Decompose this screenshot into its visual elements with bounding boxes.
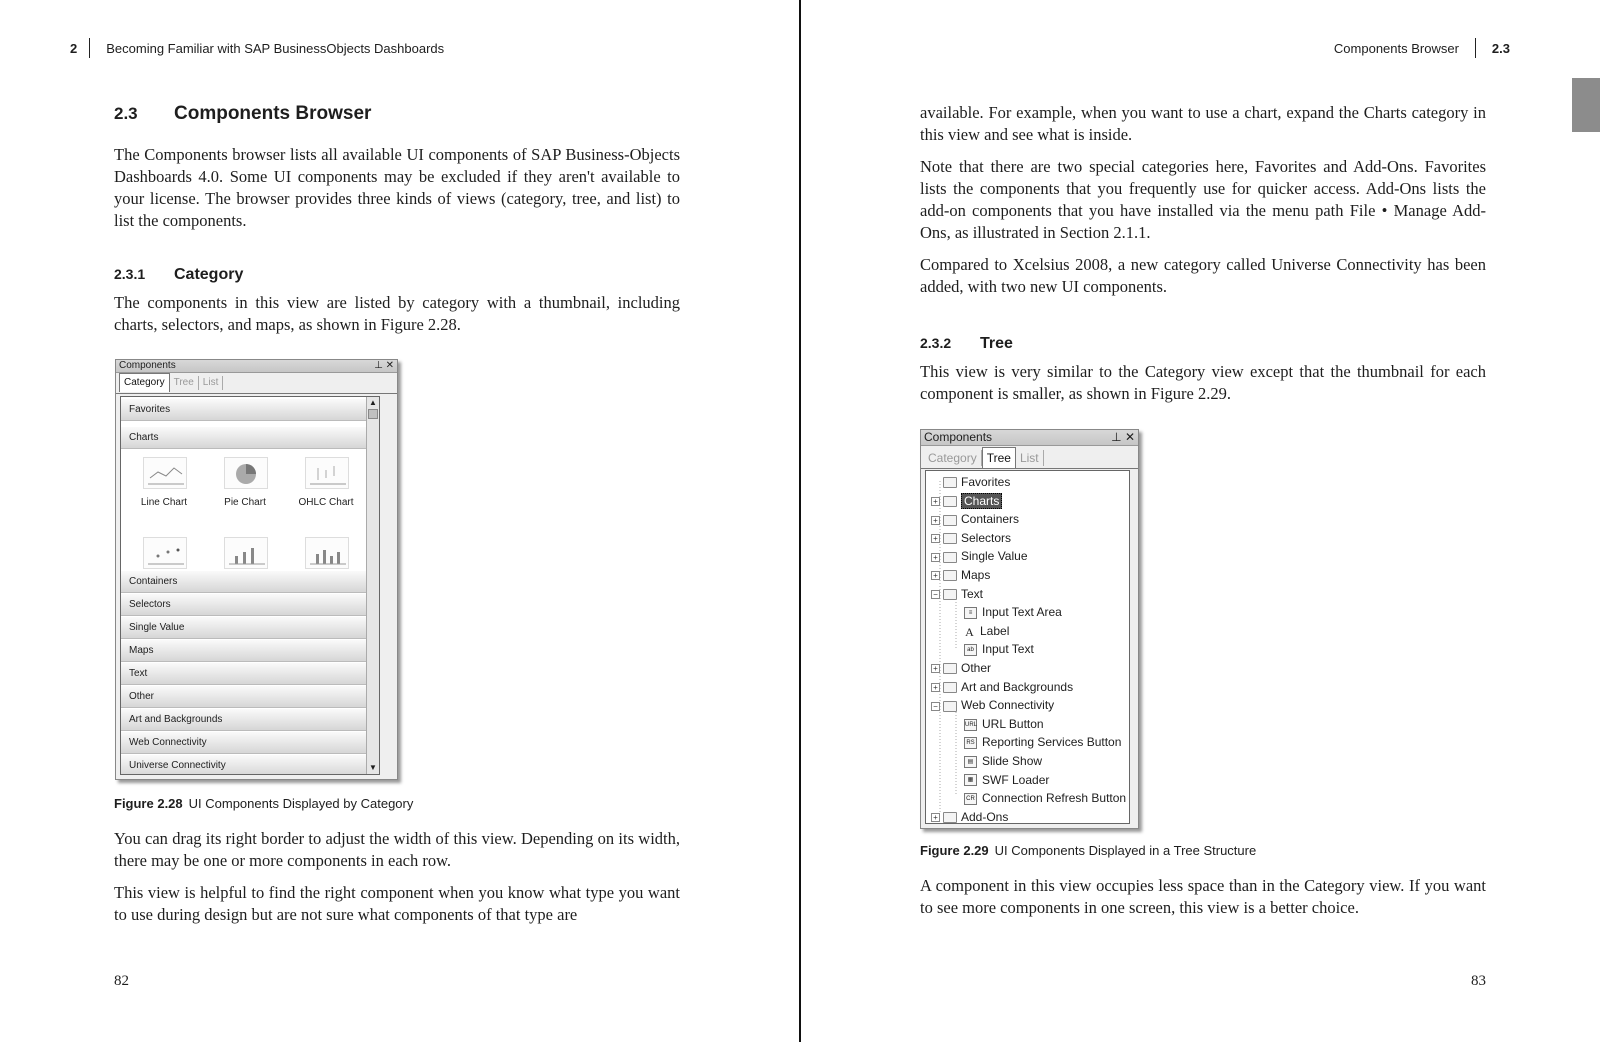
section-title: Components Browser xyxy=(174,103,372,124)
after-paragraph-1: You can drag its right border to adjust the width of this view. Depending on its width, there may be one or more components in each row. xyxy=(114,829,680,870)
folder-icon xyxy=(943,533,957,544)
category-paragraph: The components in this view are listed by category with a thumbnail, including charts, selectors, and maps, as shown in Figure 2.28. xyxy=(114,293,680,334)
tree-node[interactable] xyxy=(964,715,1044,733)
expand-icon[interactable]: + xyxy=(931,664,940,673)
category-row-universe-connectivity[interactable]: Universe Connectivity xyxy=(121,755,367,775)
text-area-icon: ≡ xyxy=(964,607,977,619)
tree-node[interactable] xyxy=(931,696,1054,714)
tree-node-label: Selectors xyxy=(961,530,1012,545)
category-row-web-connectivity[interactable]: Web Connectivity xyxy=(121,732,367,754)
chart-label-ohlc: OHLC Chart xyxy=(298,497,354,508)
book-gutter xyxy=(799,0,801,1042)
tree-node[interactable] xyxy=(964,622,1009,640)
folder-icon xyxy=(943,570,957,581)
after-paragraph-2: This view is helpful to find the right component when you know what type you want to use during design but are not sure what components of that type are xyxy=(114,883,680,924)
category-column xyxy=(114,292,680,346)
url-button-icon: URL xyxy=(964,719,977,731)
expand-icon[interactable]: + xyxy=(931,571,940,580)
folder-icon xyxy=(943,477,957,488)
expand-icon[interactable]: + xyxy=(931,813,940,822)
tree-node-label: Web Connectivity xyxy=(961,698,1055,713)
input-text-icon: ab xyxy=(964,644,977,656)
tab-tree[interactable]: Tree xyxy=(170,376,199,390)
category-row-other[interactable]: Other xyxy=(121,686,367,708)
tree-node[interactable] xyxy=(964,733,1121,751)
expand-icon[interactable]: + xyxy=(931,534,940,543)
components-panel-category xyxy=(115,359,398,780)
folder-icon xyxy=(943,496,957,507)
rs-button-icon: RS xyxy=(964,737,977,749)
expand-icon[interactable]: + xyxy=(931,497,940,506)
chapter-number: 2 xyxy=(70,41,78,56)
panel-controls xyxy=(374,360,394,372)
figure-caption-2-29 xyxy=(920,843,1256,858)
folder-icon xyxy=(943,701,957,712)
figure-caption-2-28 xyxy=(114,796,413,811)
panel-title-tree: Components xyxy=(924,430,993,444)
tree-node-label: Charts xyxy=(961,493,1002,509)
collapse-icon[interactable]: − xyxy=(931,702,940,711)
expand-icon[interactable]: + xyxy=(931,516,940,525)
tree-node-label: Art and Backgrounds xyxy=(961,679,1074,694)
caption-text: UI Components Displayed by Category xyxy=(188,796,414,811)
right-top-column xyxy=(920,102,1486,308)
bar-chart-thumbnail[interactable] xyxy=(305,537,349,569)
tree-node-label: Reporting Services Button xyxy=(982,735,1122,750)
folder-icon xyxy=(943,663,957,674)
running-head-divider-right xyxy=(1475,38,1476,58)
running-head-left xyxy=(70,38,444,58)
running-head-divider xyxy=(89,38,90,58)
tree-node[interactable] xyxy=(964,603,1062,621)
page-number-left: 82 xyxy=(114,973,129,989)
column-chart-icon xyxy=(225,538,267,568)
expand-icon[interactable]: + xyxy=(931,553,940,562)
intro-column xyxy=(114,144,680,242)
slide-show-icon: ▤ xyxy=(964,756,977,768)
swf-loader-icon: ▦ xyxy=(964,774,977,786)
tree-node[interactable] xyxy=(931,529,1011,547)
tree-node-label: Favorites xyxy=(961,475,1011,489)
chart-label-pie: Pie Chart xyxy=(224,497,266,508)
close-icon[interactable]: ✕ xyxy=(385,360,394,371)
section-number: 2.3 xyxy=(114,104,138,123)
chart-label-line: Line Chart xyxy=(140,497,188,508)
category-row-containers[interactable]: Containers xyxy=(121,571,367,593)
expand-icon xyxy=(931,478,940,487)
pie-chart-thumbnail[interactable] xyxy=(224,457,268,489)
after-figure-column-right xyxy=(920,875,1486,929)
tree-node[interactable] xyxy=(931,659,991,677)
stacked-column-chart-icon xyxy=(306,538,348,568)
panel-titlebar-tree xyxy=(921,430,1138,446)
tree-node[interactable] xyxy=(931,547,1028,565)
section-running-title: Components Browser xyxy=(1333,41,1459,56)
tree-node[interactable] xyxy=(931,566,990,584)
ohlc-chart-thumbnail[interactable] xyxy=(305,457,349,489)
panel-controls-tree xyxy=(1111,430,1135,445)
close-icon[interactable]: ✕ xyxy=(1124,430,1135,444)
paragraph-charts-expand: available. For example, when you want to use a chart, expand the Charts category in this view and see what is inside. xyxy=(920,103,1486,144)
tree-node-label: Containers xyxy=(961,512,1020,527)
category-row-single-value[interactable]: Single Value xyxy=(121,617,367,639)
tree-node[interactable] xyxy=(931,678,1073,696)
tab-category[interactable]: Category xyxy=(924,450,982,466)
tree-node-label: Label xyxy=(980,623,1010,638)
tree-node-label: Input Text xyxy=(982,642,1034,657)
after-paragraph-right: A component in this view occupies less space than in the Category view. If you want to see more components in one screen, this view is a better choice. xyxy=(920,876,1486,917)
category-row-maps[interactable]: Maps xyxy=(121,640,367,662)
tree-node[interactable] xyxy=(931,492,1002,510)
category-row-charts[interactable]: Charts xyxy=(121,427,379,449)
pie-chart-icon xyxy=(225,458,267,488)
section-heading xyxy=(114,103,371,125)
after-figure-column-left xyxy=(114,828,680,936)
paragraph-universe-connectivity: Compared to Xcelsius 2008, a new category called Universe Connectivity has been added, with two new UI components. xyxy=(920,255,1486,296)
folder-icon xyxy=(943,682,957,693)
tree-node[interactable] xyxy=(964,752,1042,770)
thumb-index-tab xyxy=(1572,78,1600,132)
page-number-right: 83 xyxy=(1471,973,1486,989)
caption-label-2: Figure 2.29 xyxy=(920,843,989,858)
label-icon: A xyxy=(965,624,974,639)
caption-text-2: UI Components Displayed in a Tree Structure xyxy=(994,843,1257,858)
tree-node[interactable] xyxy=(931,585,983,603)
connection-refresh-icon: CR xyxy=(964,793,977,805)
tree-node[interactable] xyxy=(931,473,1010,491)
line-chart-icon xyxy=(144,458,186,488)
category-row-favorites[interactable]: Favorites xyxy=(121,399,379,421)
scroll-up-arrow-icon[interactable]: ▲ xyxy=(369,398,377,407)
collapse-icon[interactable]: − xyxy=(931,590,940,599)
tree-node-label: Slide Show xyxy=(982,754,1043,768)
scroll-down-arrow-icon[interactable]: ▼ xyxy=(369,763,377,772)
subsection-number: 2.3.1 xyxy=(114,266,146,282)
tree-node[interactable] xyxy=(964,771,1049,789)
expand-icon[interactable]: + xyxy=(931,683,940,692)
tree-node-label: Input Text Area xyxy=(982,605,1062,620)
scrollbar-thumb[interactable] xyxy=(368,409,378,419)
tree-node-label: Other xyxy=(961,661,992,675)
view-tabs xyxy=(116,373,397,394)
tree-node-label: Single Value xyxy=(961,549,1028,564)
panel-title: Components xyxy=(119,360,176,371)
running-head-right xyxy=(1334,38,1510,58)
intro-paragraph: The Components browser lists all available UI components of SAP Business-Objects Dashboards 4.0. Some UI components may be excluded if they aren't available to your license. The browser provides three kinds of views (category, tree, and list) to list the components. xyxy=(114,145,680,230)
category-row-art-backgrounds[interactable]: Art and Backgrounds xyxy=(121,709,367,731)
folder-icon xyxy=(943,589,957,600)
tree-paragraph: This view is very similar to the Category view except that the thumbnail for each component is smaller, as shown in Figure 2.29. xyxy=(920,362,1486,403)
tree-node-label: Connection Refresh Button xyxy=(982,791,1127,806)
tab-list[interactable]: List xyxy=(199,376,224,390)
subsection-number-tree: 2.3.2 xyxy=(920,335,952,351)
category-row-text[interactable]: Text xyxy=(121,663,367,685)
category-row-selectors[interactable]: Selectors xyxy=(121,594,367,616)
tree-node[interactable] xyxy=(964,789,1126,807)
other-categories xyxy=(121,570,367,775)
subsection-heading-tree xyxy=(920,335,1013,353)
caption-label: Figure 2.28 xyxy=(114,796,183,811)
tree-node[interactable] xyxy=(931,808,1008,824)
view-tabs-tree xyxy=(921,446,1138,469)
tree-node-label: URL Button xyxy=(982,716,1044,731)
tree-node-label: Maps xyxy=(961,568,991,582)
tree-node[interactable] xyxy=(964,640,1034,658)
scatter-chart-icon xyxy=(144,538,186,568)
scatter-chart-thumbnail[interactable] xyxy=(143,537,187,569)
tab-list[interactable]: List xyxy=(1016,450,1044,466)
panel-titlebar xyxy=(116,360,397,373)
folder-icon xyxy=(943,515,957,526)
category-list xyxy=(120,396,380,775)
section-running-number: 2.3 xyxy=(1491,41,1510,56)
line-chart-thumbnail[interactable] xyxy=(143,457,187,489)
folder-icon xyxy=(943,552,957,563)
column-chart-thumbnail[interactable] xyxy=(224,537,268,569)
subsection-title-tree: Tree xyxy=(980,335,1013,352)
chapter-title: Becoming Familiar with SAP BusinessObjects Dashboards xyxy=(106,41,445,56)
pin-icon[interactable]: ⊥ xyxy=(1111,430,1122,444)
tree-column xyxy=(920,361,1486,415)
tab-category[interactable]: Category xyxy=(119,373,170,392)
charts-thumbnails xyxy=(121,453,367,577)
paragraph-special-categories: Note that there are two special categories here, Favorites and Add-Ons. Favorites lists the components that you frequently use for quicker access. Add-Ons lists the add-on components that you have installed via the menu path File • Manage Add-Ons, as illustrated in Section 2.1.1. xyxy=(920,157,1486,242)
tree-node[interactable] xyxy=(931,510,1019,528)
tab-tree[interactable]: Tree xyxy=(982,447,1016,468)
tree-node-label: Add-Ons xyxy=(961,809,1009,824)
pin-icon[interactable]: ⊥ xyxy=(374,360,383,371)
subsection-heading-category xyxy=(114,266,243,284)
folder-icon xyxy=(943,812,957,823)
component-tree xyxy=(925,470,1130,824)
tree-node-label: Text xyxy=(961,586,984,601)
subsection-title: Category xyxy=(174,266,244,283)
tree-node-label: SWF Loader xyxy=(982,772,1050,787)
vertical-scrollbar[interactable] xyxy=(366,397,379,774)
ohlc-chart-icon xyxy=(306,458,348,488)
components-panel-tree xyxy=(920,429,1139,829)
